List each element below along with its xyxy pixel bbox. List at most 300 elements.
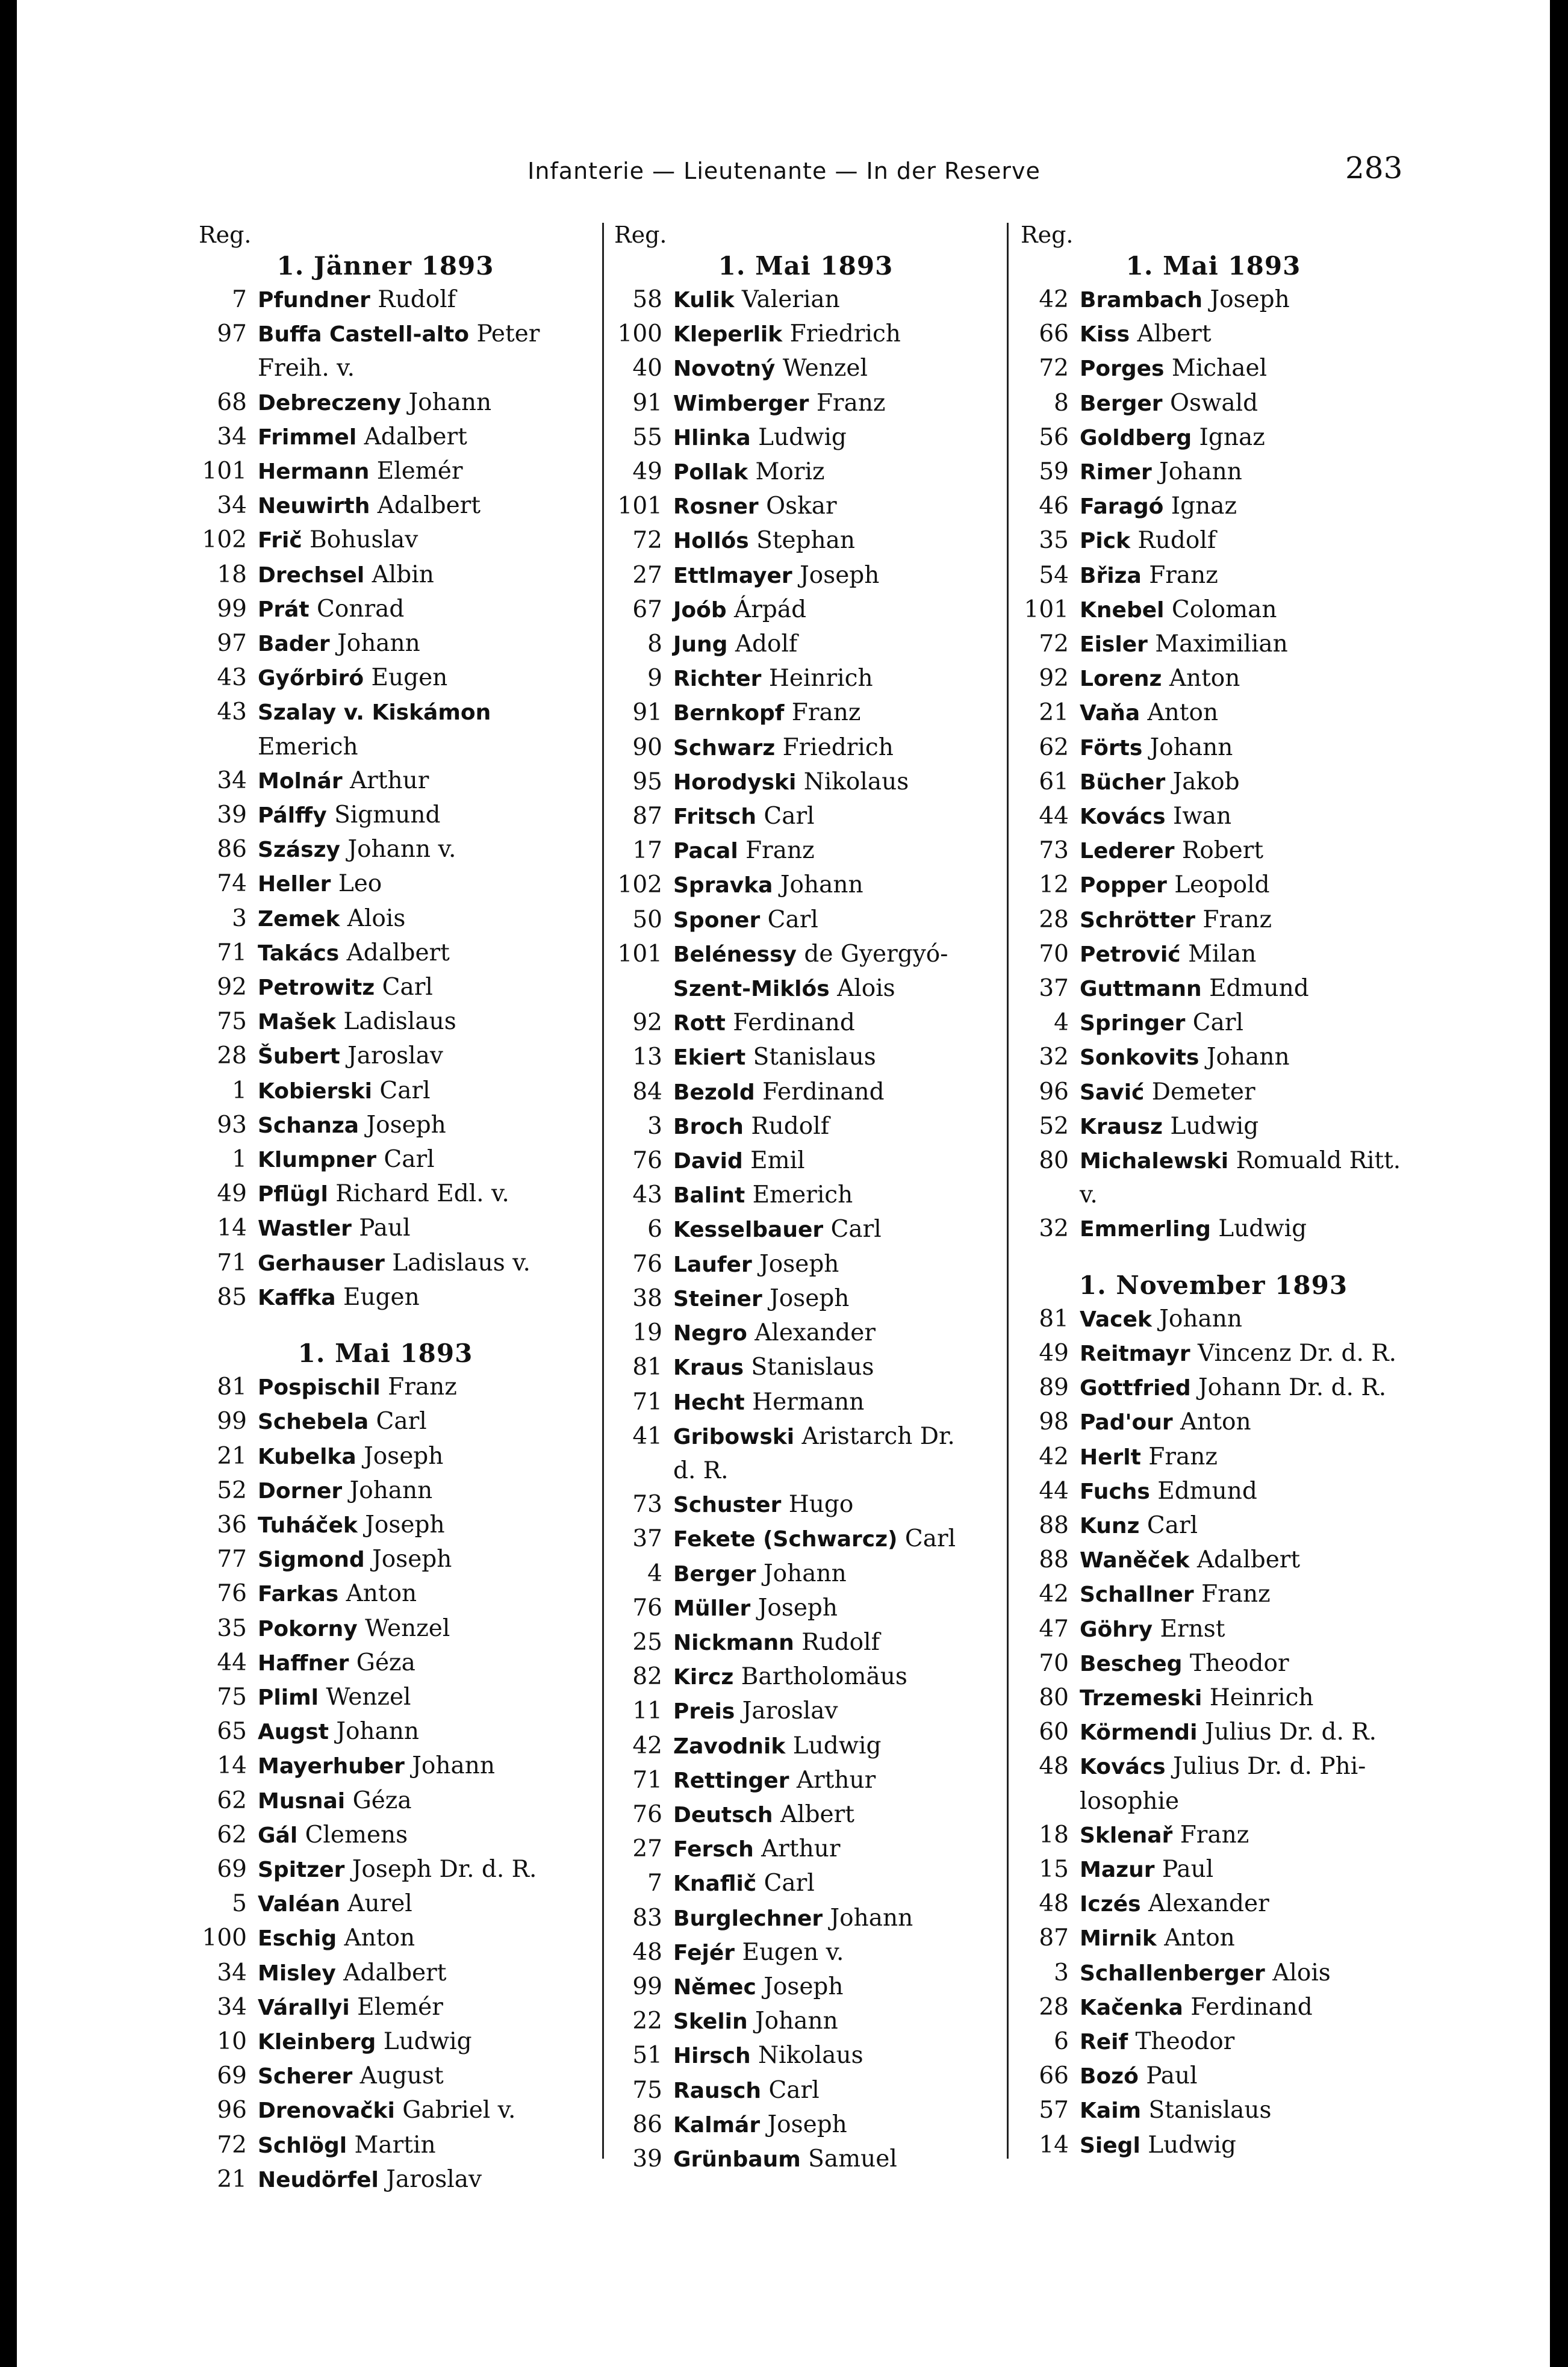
entry-row xyxy=(199,1853,572,1887)
entry-row xyxy=(614,903,997,938)
entry-name xyxy=(662,1694,838,1729)
surname: Klumpner xyxy=(258,1148,376,1173)
surname: Gottfried xyxy=(1080,1376,1191,1401)
entry-name xyxy=(247,283,456,317)
entry-row xyxy=(1021,765,1406,800)
surname: Kesselbauer xyxy=(673,1218,824,1243)
given-name: Valerian xyxy=(741,286,840,313)
given-name: Bartholomäus xyxy=(741,1663,907,1691)
entry-name xyxy=(662,1557,847,1591)
entry-name xyxy=(247,867,382,901)
given-name: Rudolf xyxy=(378,286,456,313)
surname: Kircz xyxy=(673,1665,734,1690)
surname: Rausch xyxy=(673,2078,762,2103)
name-continuation: losophie xyxy=(1080,1787,1180,1815)
regiment-number: 17 xyxy=(632,837,662,865)
regiment-number: 6 xyxy=(647,1216,662,1243)
entry-name xyxy=(662,1110,829,1144)
entry-name xyxy=(247,2129,436,2163)
surname: Skelin xyxy=(673,2009,748,2035)
entry-name xyxy=(662,524,855,558)
given-name: Johann xyxy=(412,1752,495,1780)
given-name: Ferdinand xyxy=(1190,1993,1313,2021)
given-name: Aristarch Dr. xyxy=(801,1422,955,1450)
entry-row xyxy=(614,1248,997,1282)
entry-row xyxy=(1021,1405,1406,1440)
entry-row xyxy=(614,1832,997,1867)
entry-row xyxy=(1021,593,1406,627)
entry-name xyxy=(1069,662,1240,696)
given-name: Adalbert xyxy=(377,492,481,520)
entry-name xyxy=(1069,1475,1257,1509)
name-continuation: Freih. v. xyxy=(258,355,355,382)
entry-name xyxy=(1069,1337,1396,1371)
surname: Mazur xyxy=(1080,1857,1155,1882)
given-name: Joseph xyxy=(364,1442,444,1470)
surname: Dorner xyxy=(258,1478,343,1504)
surname: Savić xyxy=(1080,1080,1145,1105)
regiment-number: 40 xyxy=(632,355,662,382)
entry-row xyxy=(614,421,997,455)
surname: Horodyski xyxy=(673,770,797,795)
entry-row xyxy=(199,1039,572,1074)
entry-name xyxy=(1069,593,1277,627)
regiment-number: 28 xyxy=(1039,1993,1069,2021)
entry-row xyxy=(199,1440,572,1474)
page-number: 283 xyxy=(1345,151,1403,185)
given-name: Nikolaus xyxy=(803,768,909,795)
given-name: de Gyergyó- xyxy=(804,940,948,968)
entry-row xyxy=(614,2108,997,2142)
entry-row xyxy=(199,971,572,1005)
regiment-number: 34 xyxy=(217,492,247,520)
entry-name xyxy=(1069,972,1309,1006)
name-continuation: Alois xyxy=(837,975,895,1003)
section-date: 1. Mai 1893 xyxy=(718,251,894,281)
entry-name xyxy=(662,662,873,696)
entry-name xyxy=(1069,903,1272,938)
regiment-number: 35 xyxy=(1039,527,1069,555)
reg-label: Reg. xyxy=(1021,222,1074,248)
entry-row xyxy=(1021,283,1406,317)
entry-row xyxy=(1021,1337,1406,1371)
entry-row xyxy=(1021,1921,1406,1956)
given-name: Edmund xyxy=(1157,1477,1257,1505)
regiment-number: 76 xyxy=(632,1147,662,1175)
entry-row xyxy=(199,1143,572,1177)
entry-name xyxy=(1069,559,1218,593)
regiment-number: 73 xyxy=(1039,837,1069,865)
regiment-number: 101 xyxy=(617,493,662,520)
given-name: Joseph xyxy=(767,2110,847,2138)
surname: Michalewski xyxy=(1080,1149,1229,1174)
entry-name xyxy=(1069,1110,1258,1144)
entry-name xyxy=(1069,1075,1255,1110)
entry-name xyxy=(662,627,797,662)
regiment-number: 71 xyxy=(632,1388,662,1416)
regiment-number: 92 xyxy=(632,1009,662,1037)
entry-name xyxy=(1069,421,1265,455)
surname: Springer xyxy=(1080,1011,1186,1036)
regiment-number: 101 xyxy=(617,940,662,968)
regiment-number: 99 xyxy=(217,595,247,623)
regiment-number: 102 xyxy=(617,871,662,899)
entry-name xyxy=(247,1818,408,1853)
entry-row xyxy=(614,1764,997,1798)
entry-name xyxy=(247,902,405,936)
given-name: Michael xyxy=(1171,355,1268,382)
entry-row xyxy=(614,696,997,730)
given-name: Eugen xyxy=(343,1283,420,1311)
surname: Mirnik xyxy=(1080,1926,1157,1952)
given-name: Adalbert xyxy=(364,423,467,450)
surname: Krausz xyxy=(1080,1114,1163,1139)
given-name: Johann xyxy=(755,2008,838,2035)
surname: Szalay v. Kiskámon xyxy=(258,700,491,726)
entry-name xyxy=(247,1039,443,1074)
surname: Preis xyxy=(673,1699,735,1725)
regiment-number: 66 xyxy=(1039,2062,1069,2090)
page-header-title: Infanterie — Lieutenante — In der Reserve xyxy=(527,158,1041,184)
entry-row xyxy=(199,1921,572,1956)
entry-name xyxy=(1069,1040,1290,1075)
entry-name xyxy=(662,765,909,800)
regiment-number: 38 xyxy=(632,1284,662,1312)
entry-row xyxy=(199,1887,572,1921)
regiment-number: 43 xyxy=(632,1181,662,1209)
given-name: Ladislaus xyxy=(343,1008,456,1036)
given-name: Johann v. xyxy=(347,836,456,863)
entry-name xyxy=(1069,2059,1198,2094)
entry-row xyxy=(614,1694,997,1729)
given-name: Wenzel xyxy=(365,1614,450,1642)
entry-row xyxy=(199,1508,572,1543)
entry-name xyxy=(1069,1543,1300,1578)
regiment-number: 60 xyxy=(1039,1718,1069,1746)
entry-row xyxy=(1021,1750,1406,1784)
entry-row xyxy=(199,593,572,627)
entry-row xyxy=(199,1177,572,1211)
given-name: Joseph xyxy=(764,1973,844,2000)
given-name: Albin xyxy=(372,561,434,588)
given-name: Jakob xyxy=(1172,768,1240,795)
regiment-number: 9 xyxy=(647,665,662,692)
surname: Bader xyxy=(258,632,330,657)
surname: Schuster xyxy=(673,1493,782,1518)
entry-name xyxy=(1069,1921,1235,1956)
given-name: Adalbert xyxy=(343,1959,447,1986)
given-name: Ignaz xyxy=(1171,493,1237,520)
regiment-number: 4 xyxy=(647,1560,662,1587)
entry-row xyxy=(1021,1818,1406,1853)
entry-row xyxy=(1021,1578,1406,1612)
entry-name xyxy=(1069,938,1256,972)
regiment-number: 57 xyxy=(1039,2097,1069,2124)
given-name: Martin xyxy=(354,2131,436,2159)
surname: Debreczeny xyxy=(258,390,402,415)
surname: Hecht xyxy=(673,1390,745,1415)
regiment-number: 5 xyxy=(232,1890,247,1918)
entry-name xyxy=(1069,283,1290,317)
surname: Hollós xyxy=(673,529,749,554)
surname: Kleperlik xyxy=(673,322,783,347)
regiment-number: 8 xyxy=(647,630,662,658)
entry-name xyxy=(247,2059,444,2094)
entry-row xyxy=(614,559,997,593)
surname: Takács xyxy=(258,941,340,966)
regiment-number: 101 xyxy=(202,458,247,485)
entry-row xyxy=(1021,317,1406,352)
given-name: Stanislaus xyxy=(751,1354,874,1381)
entry-row xyxy=(1021,1006,1406,1040)
surname: Sigmond xyxy=(258,1547,365,1573)
entry-name xyxy=(662,1729,882,1764)
entry-name xyxy=(247,1177,509,1211)
entry-name xyxy=(247,627,420,661)
surname: Szászy xyxy=(258,838,341,863)
surname: Spitzer xyxy=(258,1857,345,1882)
given-name: Stephan xyxy=(756,527,856,555)
surname: Vaňa xyxy=(1080,701,1140,726)
entry-row xyxy=(1021,2025,1406,2059)
surname: Faragó xyxy=(1080,494,1164,520)
entry-name xyxy=(247,971,433,1005)
given-name: Aurel xyxy=(347,1890,412,1918)
surname: Negro xyxy=(673,1321,747,1346)
given-name: Ignaz xyxy=(1199,423,1265,451)
regiment-number: 69 xyxy=(217,1855,247,1883)
entry-name xyxy=(662,317,901,352)
surname: Zemek xyxy=(258,906,340,932)
surname: Rimer xyxy=(1080,460,1152,485)
surname: Mašek xyxy=(258,1010,336,1035)
regiment-number: 88 xyxy=(1039,1511,1069,1539)
given-name: Franz xyxy=(816,389,886,417)
surname: Sklenař xyxy=(1080,1823,1173,1848)
surname: Kubelka xyxy=(258,1444,356,1469)
regiment-number: 81 xyxy=(632,1354,662,1381)
surname: Nickmann xyxy=(673,1630,794,1655)
entry-name xyxy=(1069,490,1237,524)
entry-row xyxy=(614,1178,997,1213)
given-name: Jaroslav xyxy=(386,2165,482,2193)
regiment-number: 80 xyxy=(1039,1147,1069,1175)
entry-row xyxy=(199,661,572,695)
regiment-number: 7 xyxy=(232,286,247,313)
surname: Bernkopf xyxy=(673,701,785,726)
regiment-number: 96 xyxy=(217,2097,247,2124)
entry-row xyxy=(614,352,997,386)
entry-name xyxy=(1069,524,1216,558)
regiment-number: 62 xyxy=(217,1787,247,1814)
surname: Jung xyxy=(673,632,728,658)
entry-name xyxy=(662,1626,880,1660)
entry-row xyxy=(614,1316,997,1351)
entry-name xyxy=(1069,2094,1272,2128)
surname: Pad'our xyxy=(1080,1410,1173,1435)
regiment-number: 62 xyxy=(217,1821,247,1849)
surname: Knebel xyxy=(1080,597,1165,623)
given-name: Johann xyxy=(1206,1044,1290,1071)
entry-row xyxy=(199,902,572,936)
surname: Emmerling xyxy=(1080,1217,1211,1242)
reg-label: Reg. xyxy=(614,222,667,248)
regiment-number: 10 xyxy=(217,2027,247,2055)
regiment-number: 34 xyxy=(217,1993,247,2021)
surname: Novotný xyxy=(673,356,776,382)
surname: Pick xyxy=(1080,529,1131,554)
regiment-number: 90 xyxy=(632,733,662,761)
entry-name xyxy=(1069,1887,1269,1921)
given-name: Anton xyxy=(1164,1924,1235,1952)
entry-name xyxy=(247,798,440,833)
entry-name xyxy=(247,455,463,489)
surname: Kobierski xyxy=(258,1078,372,1104)
given-name: Adalbert xyxy=(1196,1546,1301,1574)
regiment-number: 8 xyxy=(1054,389,1069,417)
surname: Wimberger xyxy=(673,391,809,416)
name-continuation: d. R. xyxy=(673,1457,729,1484)
given-name: Vincenz Dr. d. R. xyxy=(1198,1339,1397,1367)
given-name: August xyxy=(359,2062,444,2090)
regiment-number: 89 xyxy=(1039,1374,1069,1402)
given-name: Alois xyxy=(1272,1959,1331,1986)
entry-row xyxy=(614,387,997,421)
entry-name xyxy=(662,1420,955,1454)
given-name: Johann xyxy=(780,871,863,899)
entry-row xyxy=(1021,2129,1406,2163)
entry-row xyxy=(614,627,997,662)
entry-row xyxy=(614,765,997,800)
entry-continuation xyxy=(1021,1785,1406,1818)
regiment-number: 73 xyxy=(632,1491,662,1519)
entry-row xyxy=(614,1488,997,1522)
surname: Balint xyxy=(673,1183,745,1208)
regiment-number: 34 xyxy=(217,767,247,794)
entry-name xyxy=(247,1246,530,1281)
given-name: Milan xyxy=(1188,940,1257,968)
entry-name xyxy=(662,1798,854,1832)
surname: Schanza xyxy=(258,1113,359,1138)
entry-name xyxy=(662,1591,838,1626)
given-name: Ludwig xyxy=(758,423,847,451)
entry-name xyxy=(662,283,840,317)
entry-name xyxy=(662,696,860,730)
entry-name xyxy=(1069,1405,1251,1440)
entry-row xyxy=(614,800,997,834)
column-3 xyxy=(1021,220,1406,2163)
surname: Schallenberger xyxy=(1080,1961,1265,1986)
regiment-number: 82 xyxy=(632,1663,662,1691)
entry-name xyxy=(1069,1853,1213,1887)
entry-row xyxy=(199,1818,572,1853)
regiment-number: 72 xyxy=(1039,355,1069,382)
given-name: Paul xyxy=(1146,2062,1198,2090)
given-name: Romuald Ritt. xyxy=(1236,1147,1401,1175)
surname: Ekiert xyxy=(673,1045,746,1071)
entry-name xyxy=(662,490,837,524)
regiment-number: 48 xyxy=(632,1938,662,1966)
given-name: Carl xyxy=(830,1216,882,1243)
entry-row xyxy=(1021,352,1406,386)
surname: Kraus xyxy=(673,1355,744,1381)
entry-row xyxy=(614,1902,997,1936)
surname: Siegl xyxy=(1080,2133,1140,2158)
surname: Mayerhuber xyxy=(258,1754,405,1779)
given-name: Jaroslav xyxy=(742,1697,838,1725)
given-name: Conrad xyxy=(317,595,405,623)
given-name: Sigmund xyxy=(334,801,441,829)
regiment-number: 54 xyxy=(1039,561,1069,589)
regiment-number: 99 xyxy=(217,1408,247,1435)
entry-row xyxy=(199,283,572,317)
surname: Lederer xyxy=(1080,839,1175,864)
entry-row xyxy=(614,1591,997,1626)
entry-row xyxy=(1021,1509,1406,1543)
regiment-number: 42 xyxy=(1039,1443,1069,1470)
surname: Drechsel xyxy=(258,562,365,588)
given-name: Ernst xyxy=(1160,1615,1225,1643)
entry-name xyxy=(662,593,806,627)
entry-name xyxy=(662,1386,864,1420)
surname: Scherer xyxy=(258,2064,353,2089)
surname: Popper xyxy=(1080,873,1167,898)
entry-name xyxy=(1069,1750,1366,1784)
entry-name xyxy=(662,1282,849,1316)
entry-name xyxy=(662,559,879,593)
given-name: Iwan xyxy=(1172,803,1232,830)
surname: Bücher xyxy=(1080,770,1166,795)
entry-row xyxy=(614,524,997,558)
section-date: 1. November 1893 xyxy=(1078,1270,1348,1300)
surname: Kulik xyxy=(673,288,735,313)
surname: Fersch xyxy=(673,1837,754,1862)
entry-name xyxy=(1069,1647,1289,1681)
surname: Drenovački xyxy=(258,2098,395,2124)
given-name: Arthur xyxy=(349,767,429,794)
entry-name xyxy=(247,1577,417,1611)
entry-row xyxy=(1021,524,1406,558)
given-name: Carl xyxy=(376,1408,427,1435)
entry-name xyxy=(247,1887,412,1921)
surname: Frimmel xyxy=(258,425,357,450)
given-name: Johann xyxy=(763,1560,847,1587)
regiment-number: 1 xyxy=(232,1146,247,1174)
entry-name xyxy=(1069,731,1233,765)
entry-row xyxy=(614,2142,997,2177)
regiment-number: 32 xyxy=(1039,1215,1069,1243)
entry-row xyxy=(1021,1715,1406,1750)
regiment-number: 27 xyxy=(632,1835,662,1863)
regiment-number: 86 xyxy=(632,2110,662,2138)
regiment-number: 87 xyxy=(1039,1924,1069,1952)
regiment-number: 75 xyxy=(632,2076,662,2104)
column-rule xyxy=(1007,223,1009,2159)
surname: Trzemeski xyxy=(1080,1685,1202,1711)
given-name: Johann xyxy=(349,1476,433,1504)
entry-row xyxy=(614,938,997,972)
entry-row xyxy=(1021,1887,1406,1921)
entry-row xyxy=(1021,1371,1406,1405)
column-1 xyxy=(199,220,572,2197)
regiment-number: 42 xyxy=(1039,1581,1069,1608)
regiment-number: 19 xyxy=(632,1319,662,1347)
surname: Kačenka xyxy=(1080,1995,1183,2020)
given-name: Johann Dr. d. R. xyxy=(1198,1374,1387,1402)
given-name: Johann xyxy=(1150,733,1233,761)
surname: Broch xyxy=(673,1114,744,1139)
entry-name xyxy=(247,1405,427,1439)
